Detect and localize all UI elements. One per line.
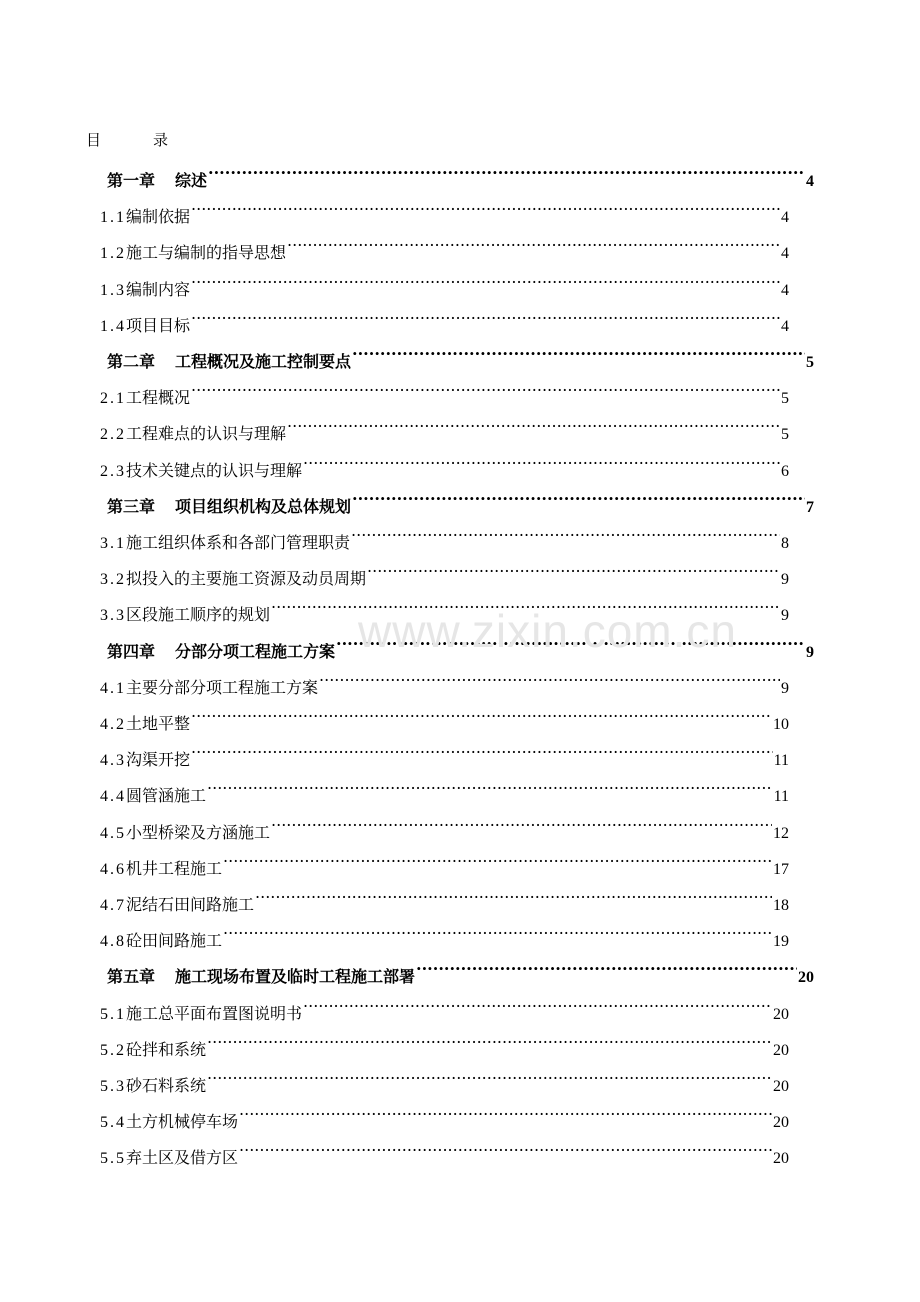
toc-section-entry[interactable] <box>100 584 789 625</box>
toc-dot-leader <box>191 693 772 729</box>
toc-dot-leader <box>207 765 773 801</box>
toc-entry-number: 4.7 <box>100 897 126 914</box>
toc-page-number: 11 <box>773 788 789 806</box>
toc-entry-number: 3.2 <box>100 571 126 589</box>
toc-chapter-entry[interactable] <box>107 331 814 371</box>
toc-page-number: 4 <box>806 173 814 190</box>
toc-page-number: 5 <box>781 426 789 444</box>
toc-dot-leader <box>303 983 772 1019</box>
toc-entry-title: 工程概况及施工控制要点 <box>175 352 352 371</box>
toc-section-entry[interactable] <box>100 838 789 878</box>
toc-section-entry[interactable] <box>100 548 789 589</box>
toc-entry-title: 砼田间路施工 <box>126 931 223 951</box>
toc-entry-title: 项目目标 <box>126 315 191 335</box>
toc-page-number: 4 <box>781 317 789 335</box>
toc-page-number: 9 <box>806 643 814 661</box>
toc-dot-leader <box>191 186 780 222</box>
toc-entry-title: 编制内容 <box>126 279 191 299</box>
toc-entry-title: 项目组织机构及总体规划 <box>175 496 352 516</box>
toc-section-entry[interactable] <box>100 295 789 335</box>
toc-heading-right: 录 <box>153 131 169 149</box>
toc-dot-leader <box>191 259 780 295</box>
toc-section-entry[interactable] <box>100 1091 789 1132</box>
toc-section-entry[interactable] <box>100 1055 789 1095</box>
toc-section-entry[interactable] <box>100 765 789 806</box>
toc-section-entry[interactable] <box>100 874 789 914</box>
toc-entry-number: 4.5 <box>100 824 126 842</box>
toc-page-number: 20 <box>773 1041 789 1059</box>
toc-entry-number: 第四章 <box>107 641 156 661</box>
toc-page-number: 20 <box>773 1005 789 1023</box>
toc-entry-number: 5.5 <box>100 1150 126 1168</box>
toc-section-entry[interactable] <box>100 657 789 697</box>
toc-entry-number: 4.8 <box>100 933 126 951</box>
toc-entry-title: 工程概况 <box>126 388 191 408</box>
toc-dot-leader <box>208 150 805 186</box>
toc-entry-title: 弃土区及借方区 <box>126 1148 239 1168</box>
toc-page-number: 20 <box>773 1150 789 1168</box>
toc-entry-title: 施工总平面布置图说明书 <box>126 1003 303 1023</box>
toc-entry-title: 编制依据 <box>126 207 191 227</box>
toc-dot-leader <box>319 657 780 693</box>
toc-entry-title: 区段施工顺序的规划 <box>126 605 271 625</box>
toc-entry-title: 分部分项工程施工方案 <box>175 641 336 661</box>
toc-dot-leader <box>351 512 780 548</box>
toc-entry-title: 技术关键点的认识与理解 <box>126 460 303 480</box>
toc-entry-number: 4.3 <box>100 752 126 770</box>
toc-entry-number: 5.2 <box>100 1041 126 1059</box>
toc-page-number: 4 <box>781 281 789 299</box>
toc-page-number: 11 <box>773 752 789 770</box>
toc-entry-number: 1.2 <box>100 245 126 263</box>
toc-entry-number: 2.1 <box>100 390 126 408</box>
toc-dot-leader <box>239 1091 772 1127</box>
toc-entry-number: 第三章 <box>107 496 156 516</box>
toc-page-number: 4 <box>781 245 789 263</box>
toc-section-entry[interactable] <box>100 983 789 1023</box>
toc-entry-number: 2.3 <box>100 462 126 480</box>
toc-entry-number: 1.4 <box>100 317 126 335</box>
toc-entry-title: 综述 <box>175 171 208 190</box>
toc-page-number: 9 <box>781 607 789 625</box>
toc-entry-number: 5.3 <box>100 1078 126 1095</box>
toc-page-number: 5 <box>781 390 789 408</box>
toc-page-number: 20 <box>773 1078 789 1095</box>
watermark: www.zixin.com.cn <box>358 605 737 657</box>
toc-entry-title: 小型桥梁及方涵施工 <box>126 822 271 842</box>
toc-entry-title: 圆管涵施工 <box>126 786 207 806</box>
toc-entry-number: 第二章 <box>107 352 156 371</box>
toc-section-entry[interactable] <box>100 186 789 227</box>
toc-page-number: 4 <box>781 209 789 227</box>
toc-heading-left: 目 <box>86 131 102 149</box>
toc-entry-label <box>100 1140 238 1177</box>
toc-section-entry[interactable] <box>100 1019 789 1059</box>
toc-entry-title: 拟投入的主要施工资源及动员周期 <box>126 569 367 589</box>
toc-chapter-entry[interactable] <box>107 476 814 516</box>
toc-entry-title: 土地平整 <box>126 714 191 733</box>
toc-entry-number: 3.1 <box>100 535 126 552</box>
toc-entry-number: 第一章 <box>107 171 156 190</box>
toc-entry-number: 1.3 <box>100 281 126 299</box>
toc-chapter-entry[interactable] <box>107 621 814 661</box>
toc-dot-leader <box>207 1055 772 1091</box>
toc-section-entry[interactable] <box>100 259 789 299</box>
toc-dot-leader <box>223 910 772 946</box>
toc-entry-number: 4.6 <box>100 860 126 878</box>
toc-section-entry[interactable] <box>100 910 789 951</box>
toc-page-number: 6 <box>781 462 789 480</box>
toc-dot-leader <box>416 946 797 982</box>
toc-entry-number: 5.1 <box>100 1005 126 1023</box>
toc-dot-leader <box>303 440 780 476</box>
toc-section-entry[interactable] <box>100 222 789 263</box>
toc-entry-number: 2.2 <box>100 426 126 444</box>
toc-page-number: 20 <box>773 1114 789 1132</box>
toc-dot-leader <box>271 584 780 620</box>
toc-entry-title: 施工与编制的指导思想 <box>126 243 287 263</box>
toc-entry-number: 4.4 <box>100 788 126 806</box>
toc-section-entry[interactable] <box>100 693 789 733</box>
toc-section-entry[interactable] <box>100 802 789 842</box>
toc-entry-title: 机井工程施工 <box>126 858 223 878</box>
toc-entry-title: 主要分部分项工程施工方案 <box>126 677 319 697</box>
toc-dot-leader <box>352 331 805 367</box>
toc-entry-title: 土方机械停车场 <box>126 1112 239 1132</box>
toc-page-number: 18 <box>773 897 789 914</box>
toc-entry-number: 第五章 <box>107 967 156 987</box>
toc-dot-leader <box>255 874 772 910</box>
toc-dot-leader <box>352 476 805 512</box>
toc-entry-title: 施工现场布置及临时工程施工部署 <box>175 967 416 987</box>
toc-dot-leader <box>191 367 780 403</box>
toc-chapter-entry[interactable] <box>107 946 814 987</box>
toc-entry-title: 沟渠开挖 <box>126 750 191 770</box>
toc-dot-leader <box>287 403 780 439</box>
toc-entry-title: 施工组织体系和各部门管理职责 <box>126 533 351 552</box>
toc-entry-number: 4.2 <box>100 716 126 733</box>
toc-page-number: 19 <box>773 933 789 951</box>
toc-page-number: 10 <box>773 716 789 733</box>
toc-page-number: 8 <box>781 535 789 552</box>
toc-entry-number: 3.3 <box>100 607 126 625</box>
toc-entry-number: 4.1 <box>100 679 126 697</box>
toc-entry-title: 工程难点的认识与理解 <box>126 424 287 444</box>
toc-page-number: 12 <box>773 824 789 842</box>
toc-section-entry[interactable] <box>100 367 789 408</box>
toc-entry-title: 砼拌和系统 <box>126 1039 207 1059</box>
toc-dot-leader <box>207 1019 772 1055</box>
toc-dot-leader <box>191 295 780 331</box>
toc-heading <box>86 129 168 150</box>
toc-entry-title: 砂石料系统 <box>126 1076 207 1095</box>
toc-page-number: 9 <box>781 571 789 589</box>
toc-page-number: 20 <box>798 969 814 987</box>
toc-page-number: 9 <box>781 679 789 697</box>
toc-dot-leader <box>271 802 772 838</box>
toc-dot-leader <box>191 729 773 765</box>
toc-section-entry[interactable] <box>100 403 789 444</box>
toc-section-entry[interactable] <box>100 1127 789 1168</box>
toc-dot-leader <box>223 838 772 874</box>
toc-dot-leader <box>239 1127 772 1163</box>
toc-dot-leader <box>336 621 805 657</box>
toc-section-entry[interactable] <box>100 440 789 480</box>
toc-page-number: 7 <box>806 498 814 516</box>
toc-page-number: 17 <box>773 860 789 878</box>
toc-dot-leader <box>367 548 780 584</box>
toc-entry-number: 5.4 <box>100 1114 126 1132</box>
toc-dot-leader <box>287 222 780 258</box>
toc-page-number: 5 <box>806 354 814 371</box>
toc-section-entry[interactable] <box>100 512 789 552</box>
toc-entry-title: 泥结石田间路施工 <box>126 895 255 914</box>
toc-chapter-entry[interactable] <box>107 150 814 190</box>
toc-entry-number: 1.1 <box>100 209 126 227</box>
toc-section-entry[interactable] <box>100 729 789 770</box>
